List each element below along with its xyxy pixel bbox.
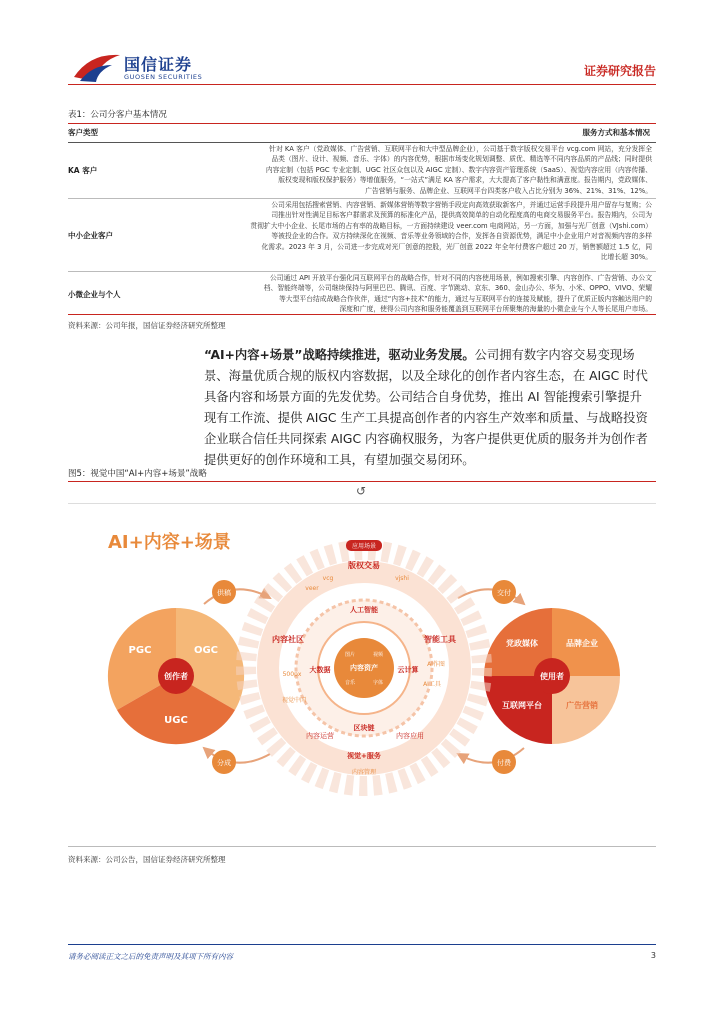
header-rule bbox=[68, 84, 656, 85]
figure-caption: 图5：视觉中国“AI+内容+场景”战略 bbox=[68, 469, 207, 479]
supply-label: 供稿 bbox=[217, 589, 231, 597]
user-circle bbox=[484, 608, 620, 744]
vision-service-label: 视觉+服务 bbox=[347, 752, 381, 760]
footer-rule bbox=[68, 944, 656, 945]
row-line: 等被投企业的合作。双方持续深化在视频、音乐等业务领域的合作，发挥各自资源优势，满足中小企业用户对音视频内容的多样 bbox=[271, 232, 652, 241]
vjshi-label: vjshi bbox=[395, 575, 409, 582]
content-ops-label: 内容运营 bbox=[306, 732, 334, 740]
row-label: KA 客户 bbox=[68, 166, 98, 175]
table-top-rule bbox=[68, 123, 656, 124]
internet-platform-label: 互联网平台 bbox=[502, 701, 542, 710]
ad-marketing-label: 广告营销 bbox=[566, 701, 598, 710]
scene-tag: 应用场景 bbox=[351, 543, 377, 550]
party-media-label: 党政媒体 bbox=[506, 639, 538, 648]
paragraph-line-rest: 公司拥有数字内容交易变现场 bbox=[474, 348, 635, 362]
core-music-label: 音乐 bbox=[344, 680, 356, 686]
undo-icon[interactable]: ↺ bbox=[356, 484, 367, 498]
logo-text-cn: 国信证券 bbox=[124, 55, 193, 74]
center-rings bbox=[246, 540, 482, 786]
table-row bbox=[68, 144, 656, 197]
big-data-label: 大数据 bbox=[309, 666, 331, 674]
row-label: 小微企业与个人 bbox=[68, 289, 121, 299]
table-header-rule bbox=[68, 142, 656, 143]
column-header-type: 客户类型 bbox=[68, 128, 98, 137]
paragraph-line: 企业联合信任共同探索 AIGC 内容确权服务，为客户提供更优质的服务并为创作者 bbox=[204, 432, 648, 446]
table-source-note: 资料来源：公司年报，国信证券经济研究所整理 bbox=[68, 321, 226, 330]
deliver-label: 交付 bbox=[497, 589, 511, 597]
row-line: 化需求。2023 年 3 月，公司进一步完成对光厂创意的控股，光厂创意 2022 年全年付费客户超过 20 万，销售额超过 1.5 亿，同 bbox=[261, 242, 652, 251]
footer-disclaimer[interactable]: 请务必阅读正文之后的免责声明及其项下所有内容 bbox=[68, 952, 233, 961]
strategy-diagram bbox=[84, 508, 644, 808]
core-font-label: 字体 bbox=[372, 680, 384, 686]
row-line: 贯彻扩大中小企业、长尾市场的占有率的战略目标，一方面持续建设 veer.com 电商网站，另一方面，加强与光厂创意（VJshi.com） bbox=[250, 221, 652, 230]
logo-mark bbox=[72, 51, 122, 83]
ai-tools-label: AI工具 bbox=[423, 681, 441, 688]
500px-label: 500px bbox=[282, 671, 302, 678]
row-line: 内容定制（包括 PGC 专业定制、UGC 社区众包以及 AIGC 定制）、数字内容资产管理系统（SaaS）、视觉内容应用（内容传播、 bbox=[265, 165, 652, 174]
row-line: 比增长超 30%。 bbox=[600, 253, 652, 262]
content-mgmt-label: 内容管理 bbox=[351, 769, 377, 776]
ogc-label: OGC bbox=[193, 645, 219, 656]
report-type-title: 证券研究报告 bbox=[583, 64, 656, 78]
row-line: 公司通过 API 开放平台强化同互联网平台的战略合作，针对不同的内容使用场景，例如搜索引擎、内容创作、广告营销、办公文 bbox=[269, 274, 652, 282]
ai-draw-label: AI作图 bbox=[427, 661, 445, 668]
brand-enterprise-label: 品牌企业 bbox=[566, 639, 598, 648]
copyright-trade-label: 版权交易 bbox=[348, 561, 380, 570]
row-line: 司推出针对性满足目标客户群需求及预算的标准化产品，提供高效简单的自动化程度高的电商交易服务平台。报告期内，公司为 bbox=[271, 211, 652, 220]
figure-divider bbox=[68, 503, 656, 504]
core-image-label: 图片 bbox=[344, 652, 356, 658]
paragraph-line: 景、海量优质合规的版权内容数据，以及全球化的创作者内容生态，在 AIGC 时代 bbox=[204, 369, 648, 383]
paragraph-line: 提供更好的创作环境和工具，有望加强交易闭环。 bbox=[204, 453, 475, 467]
row-description bbox=[144, 144, 652, 196]
pgc-label: PGC bbox=[128, 645, 152, 656]
user-label: 使用者 bbox=[540, 672, 564, 681]
row-line: 深度和广度，使得公司内容和服务能覆盖到互联网平台所聚集的海量的小微企业与个人等长尾用户市场。 bbox=[339, 305, 652, 314]
pay-label: 付费 bbox=[497, 759, 511, 767]
row-line: 版权变现和版权保护服务）等增值服务，“一站式”满足 KA 客户需求，大大提高了客户黏性和满意度。报告期内，党政媒体、 bbox=[278, 176, 652, 185]
row-description bbox=[144, 273, 652, 315]
vcg-label: vcg bbox=[322, 575, 334, 582]
figure-top-rule bbox=[68, 481, 656, 482]
table-header bbox=[68, 127, 656, 141]
content-app-label: 内容应用 bbox=[396, 732, 424, 740]
blockchain-label: 区块链 bbox=[353, 724, 375, 732]
logo-text-en: GUOSEN SECURITIES bbox=[124, 73, 203, 81]
creator-label: 创作者 bbox=[164, 672, 188, 681]
figure-source-note: 资料来源：公司公告，国信证券经济研究所整理 bbox=[68, 855, 226, 864]
paragraph-line: 现有工作流、提供 AIGC 生产工具提高创作者的内容生产效率和质量、与战略投资 bbox=[204, 411, 648, 425]
row-line: 等大型平台结成战略合作伙伴，通过“内容+技术”的能力，通过与互联网平台的连接及赋能，提升了优质正版内容触达用户的 bbox=[279, 294, 652, 303]
row-line: 档、智能终端等，公司继续保持与阿里巴巴、腾讯、百度、字节跳动、京东、360、金山办公、华为、小米、OPPO、VIVO、荣耀 bbox=[263, 284, 652, 293]
visual-china-label: 视觉中国 bbox=[281, 697, 307, 704]
content-community-label: 内容社区 bbox=[272, 635, 304, 644]
table-row bbox=[68, 273, 656, 315]
creator-circle bbox=[108, 608, 244, 744]
veer-label: veer bbox=[305, 585, 319, 592]
table-row bbox=[68, 200, 656, 270]
content-asset-label: 内容资产 bbox=[350, 664, 378, 672]
row-line: 公司采用包括搜索营销、内容营销、新媒体营销等数字营销手段定向高效获取新客户，并通过运营手段提升用户留存与复购；公 bbox=[271, 201, 652, 209]
row-divider bbox=[68, 198, 656, 199]
share-label: 分成 bbox=[217, 759, 231, 767]
row-divider bbox=[68, 271, 656, 272]
paragraph-line bbox=[204, 345, 656, 366]
cloud-label: 云计算 bbox=[397, 666, 419, 674]
row-line: 广告营销与服务、品牌企业、互联网平台四类客户收入占比分别为 36%、21%、31%、12%。 bbox=[365, 186, 652, 195]
diagram-title: AI+内容+场景 bbox=[108, 532, 231, 553]
row-label: 中小企业客户 bbox=[68, 230, 113, 240]
column-header-service: 服务方式和基本情况 bbox=[582, 128, 650, 137]
paragraph-line: 具备内容和场景方面的先发优势。公司结合自身优势，推出 AI 智能搜索引擎提升 bbox=[204, 390, 642, 404]
table-caption: 表1：公司分客户基本情况 bbox=[68, 110, 167, 120]
row-description bbox=[144, 200, 652, 262]
row-line: 品类（图片、设计、视频、音乐、字体）的内容优势，根据市场变化规划调整、质优、精选等不同内容品质的产品线；同时提供 bbox=[271, 155, 652, 164]
page-number: 3 bbox=[650, 951, 656, 960]
figure-bottom-rule bbox=[68, 846, 656, 847]
core-video-label: 视频 bbox=[372, 652, 384, 658]
body-paragraph bbox=[204, 345, 656, 471]
ai-label: 人工智能 bbox=[350, 606, 378, 614]
row-line: 针对 KA 客户（党政媒体、广告营销、互联网平台和大中型品牌企业），公司基于数字版权交易平台 vcg.com 网站，充分发挥全 bbox=[269, 145, 652, 153]
ugc-label: UGC bbox=[164, 715, 188, 726]
smart-tools-label: 智能工具 bbox=[424, 635, 456, 644]
table-bottom-rule bbox=[68, 314, 656, 315]
paragraph-lead: “AI+内容+场景”战略持续推进，驱动业务发展。 bbox=[204, 348, 475, 362]
